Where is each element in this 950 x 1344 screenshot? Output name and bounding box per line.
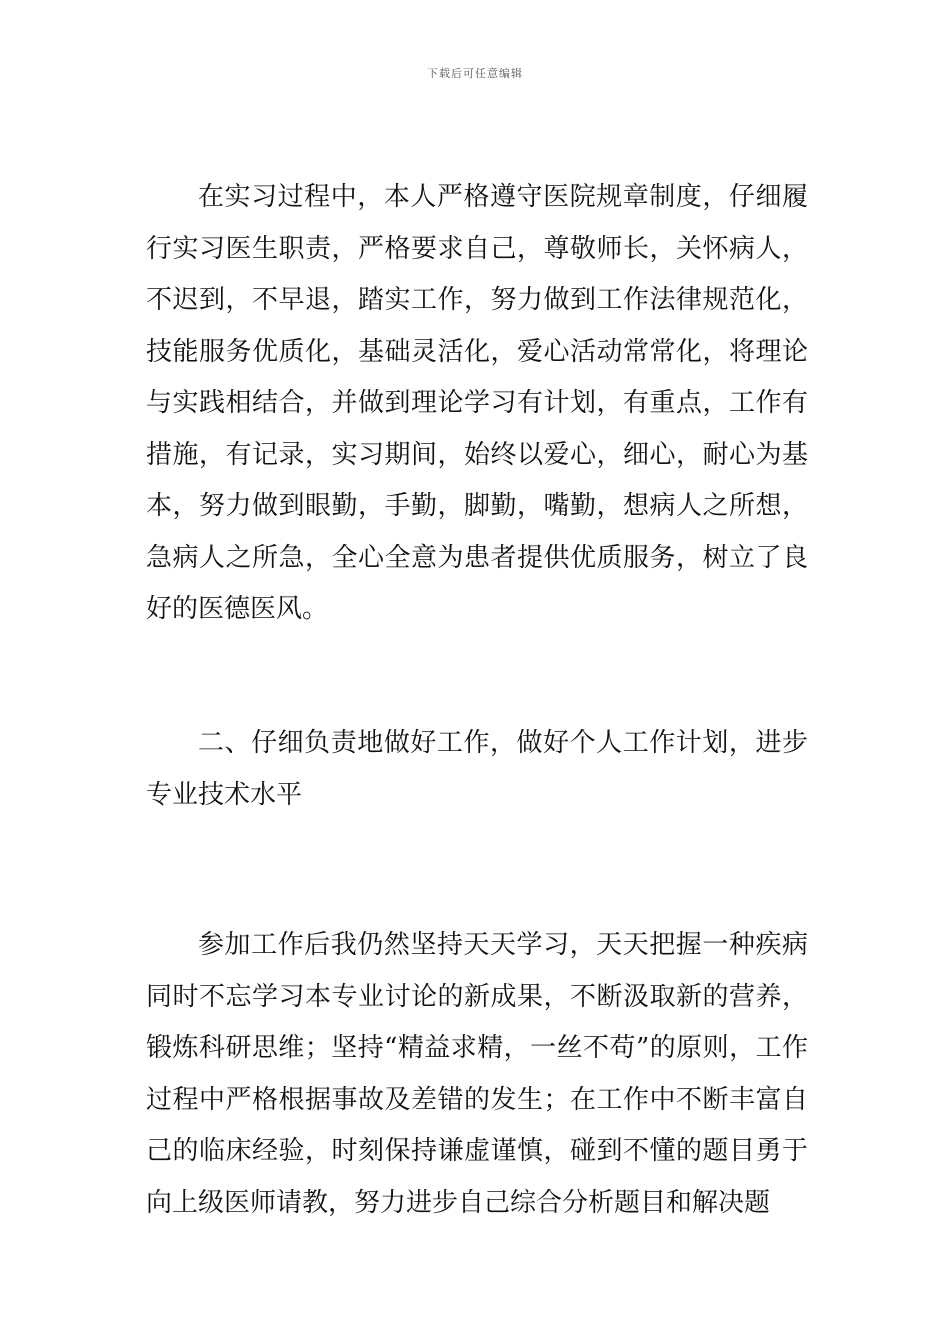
section-heading	[146, 718, 808, 821]
header-note: 下载后可任意编辑	[427, 67, 523, 80]
paragraph-study	[146, 920, 808, 1229]
paragraph-text: 参加工作后我仍然坚持天天学习，天天把握一种疾病同时不忘学习本专业讨论的新成果，不断汲取新的营养，锻炼科研思维；坚持“精益求精，一丝不苟”的原则，工作过程中严格根据事故及差错的发生；在工作中不断丰富自己的临床经验，时刻保持谦虚谨慎，碰到不懂的题目勇于向上级医师请教，努力进步自己综合分析题目和解决题	[146, 930, 808, 1218]
paragraph-conduct	[146, 172, 808, 636]
section-heading-text: 二、仔细负责地做好工作，做好个人工作计划，进步专业技术水平	[146, 728, 808, 810]
paragraph-text: 在实习过程中，本人严格遵守医院规章制度，仔细履行实习医生职责，严格要求自己，尊敬师长，关怀病人，不迟到，不早退，踏实工作，努力做到工作法律规范化，技能服务优质化，基础灵活化，爱心活动常常化，将理论与实践相结合，并做到理论学习有计划，有重点，工作有措施，有记录，实习期间，始终以爱心，细心，耐心为基本，努力做到眼勤，手勤，脚勤，嘴勤，想病人之所想，急病人之所急，全心全意为患者提供优质服务，树立了良好的医德医风。	[146, 182, 808, 624]
